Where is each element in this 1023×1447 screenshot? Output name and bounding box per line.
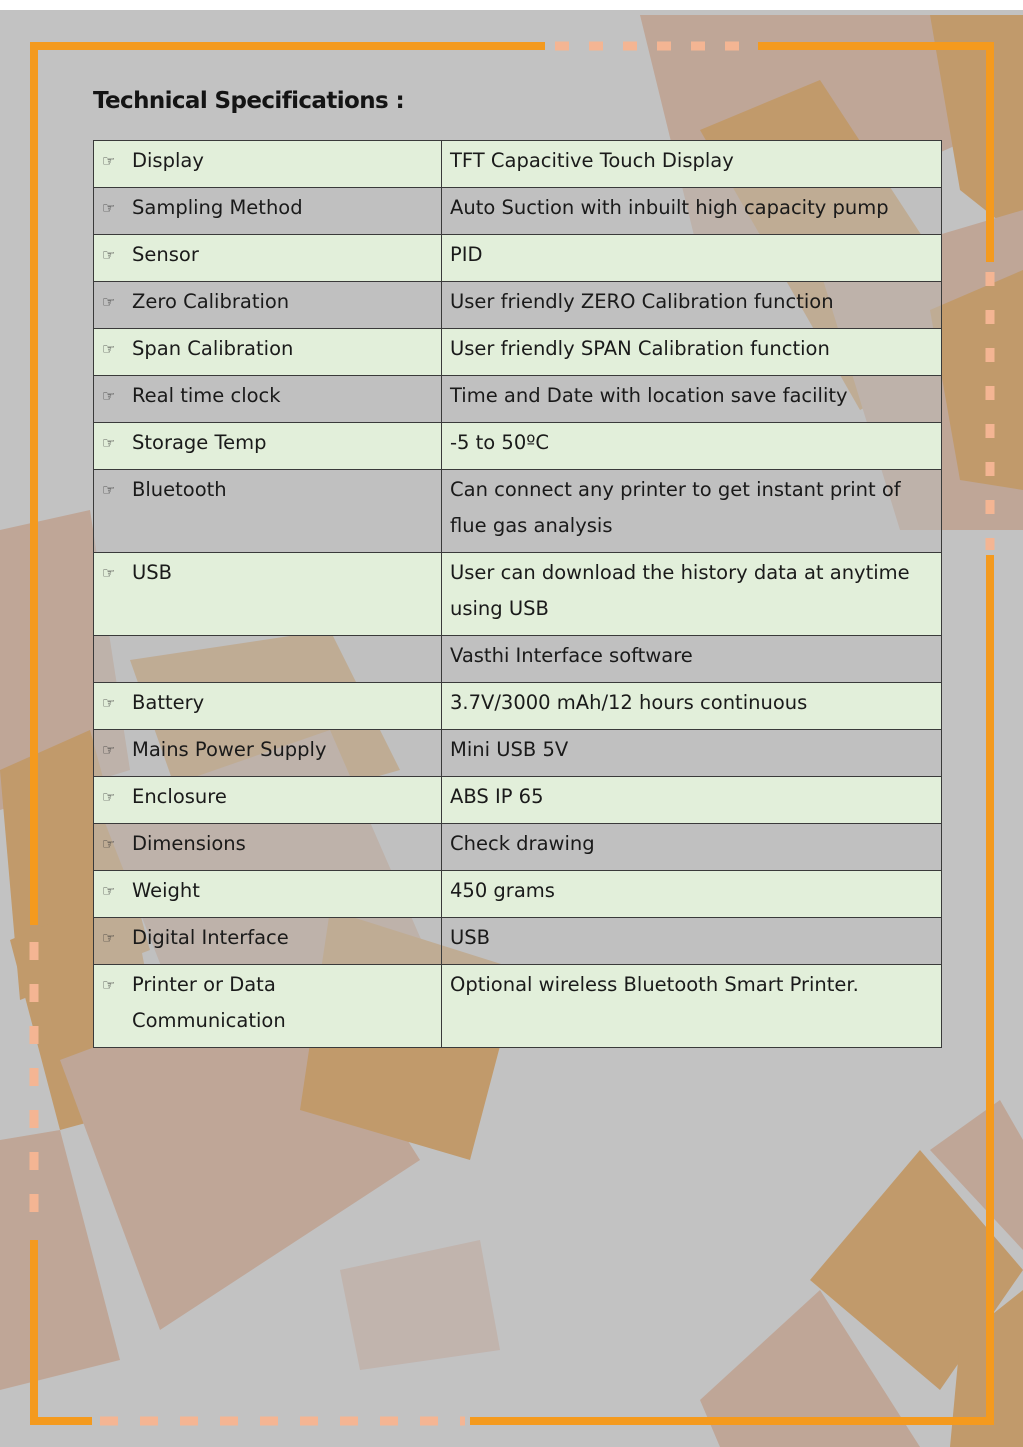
document-page [0, 10, 1023, 1447]
pointing-hand-icon: ☞ [102, 741, 116, 759]
spec-label-cell [94, 470, 442, 553]
spec-value: Mini USB 5V [442, 730, 942, 777]
spec-label: Sensor [132, 243, 199, 266]
table-row [94, 683, 942, 730]
spec-value: Vasthi Interface software [442, 636, 942, 683]
spec-label-cell [94, 871, 442, 918]
spec-label: Bluetooth [132, 478, 227, 501]
pointing-hand-icon: ☞ [102, 835, 116, 853]
pointing-hand-icon: ☞ [102, 481, 116, 499]
pointing-hand-icon: ☞ [102, 434, 116, 452]
spec-value: Can connect any printer to get instant print of flue gas analysis [442, 470, 942, 553]
table-row [94, 376, 942, 423]
pointing-hand-icon: ☞ [102, 152, 116, 170]
spec-value: ABS IP 65 [442, 777, 942, 824]
spec-label-cell [94, 282, 442, 329]
table-row [94, 188, 942, 235]
spec-label-cell [94, 683, 442, 730]
spec-label: Dimensions [132, 832, 246, 855]
table-row [94, 824, 942, 871]
spec-value: User friendly ZERO Calibration function [442, 282, 942, 329]
spec-label: Storage Temp [132, 431, 267, 454]
spec-label: Mains Power Supply [132, 738, 327, 761]
table-row [94, 918, 942, 965]
spec-value: PID [442, 235, 942, 282]
pointing-hand-icon: ☞ [102, 340, 116, 358]
spec-label: Digital Interface [132, 926, 289, 949]
pointing-hand-icon: ☞ [102, 694, 116, 712]
spec-label-cell [94, 423, 442, 470]
spec-value: TFT Capacitive Touch Display [442, 141, 942, 188]
decor-shape [340, 1240, 500, 1370]
spec-value: 3.7V/3000 mAh/12 hours continuous [442, 683, 942, 730]
spec-value: Auto Suction with inbuilt high capacity pump [442, 188, 942, 235]
spec-label: Sampling Method [132, 196, 303, 219]
table-row [94, 965, 942, 1048]
spec-label: USB [132, 561, 173, 584]
table-row [94, 871, 942, 918]
spec-label: Real time clock [132, 384, 281, 407]
pointing-hand-icon: ☞ [102, 564, 116, 582]
spec-label-cell [94, 553, 442, 636]
table-row [94, 553, 942, 636]
table-row [94, 282, 942, 329]
spec-label-cell [94, 141, 442, 188]
table-row [94, 235, 942, 282]
pointing-hand-icon: ☞ [102, 929, 116, 947]
page-title: Technical Specifications : [93, 88, 405, 114]
spec-value: Time and Date with location save facility [442, 376, 942, 423]
pointing-hand-icon: ☞ [102, 246, 116, 264]
table-row [94, 777, 942, 824]
table-row [94, 329, 942, 376]
spec-label-cell [94, 376, 442, 423]
spec-label: Display [132, 149, 204, 172]
spec-label: Weight [132, 879, 200, 902]
table-row [94, 423, 942, 470]
table-row [94, 470, 942, 553]
spec-label-cell [94, 918, 442, 965]
pointing-hand-icon: ☞ [102, 976, 116, 994]
pointing-hand-icon: ☞ [102, 293, 116, 311]
pointing-hand-icon: ☞ [102, 882, 116, 900]
table-row [94, 730, 942, 777]
spec-label-cell [94, 824, 442, 871]
spec-label-cell [94, 329, 442, 376]
spec-value: USB [442, 918, 942, 965]
spec-value: User friendly SPAN Calibration function [442, 329, 942, 376]
spec-label: Zero Calibration [132, 290, 290, 313]
spec-label-cell [94, 777, 442, 824]
spec-label: Printer or Data Communication [132, 973, 286, 1032]
spec-value: -5 to 50ºC [442, 423, 942, 470]
spec-value: Optional wireless Bluetooth Smart Printer. [442, 965, 942, 1048]
spec-label: Span Calibration [132, 337, 294, 360]
spec-value: Check drawing [442, 824, 942, 871]
spec-label: Enclosure [132, 785, 227, 808]
spec-value: 450 grams [442, 871, 942, 918]
pointing-hand-icon: ☞ [102, 788, 116, 806]
pointing-hand-icon: ☞ [102, 387, 116, 405]
spec-label-cell [94, 730, 442, 777]
spec-label: Battery [132, 691, 205, 714]
spec-label-cell [94, 636, 442, 683]
spec-value: User can download the history data at anytime using USB [442, 553, 942, 636]
specifications-table [93, 140, 942, 1048]
spec-label-cell [94, 188, 442, 235]
table-row [94, 636, 942, 683]
spec-label-cell [94, 965, 442, 1048]
pointing-hand-icon: ☞ [102, 199, 116, 217]
spec-label-cell [94, 235, 442, 282]
table-row [94, 141, 942, 188]
